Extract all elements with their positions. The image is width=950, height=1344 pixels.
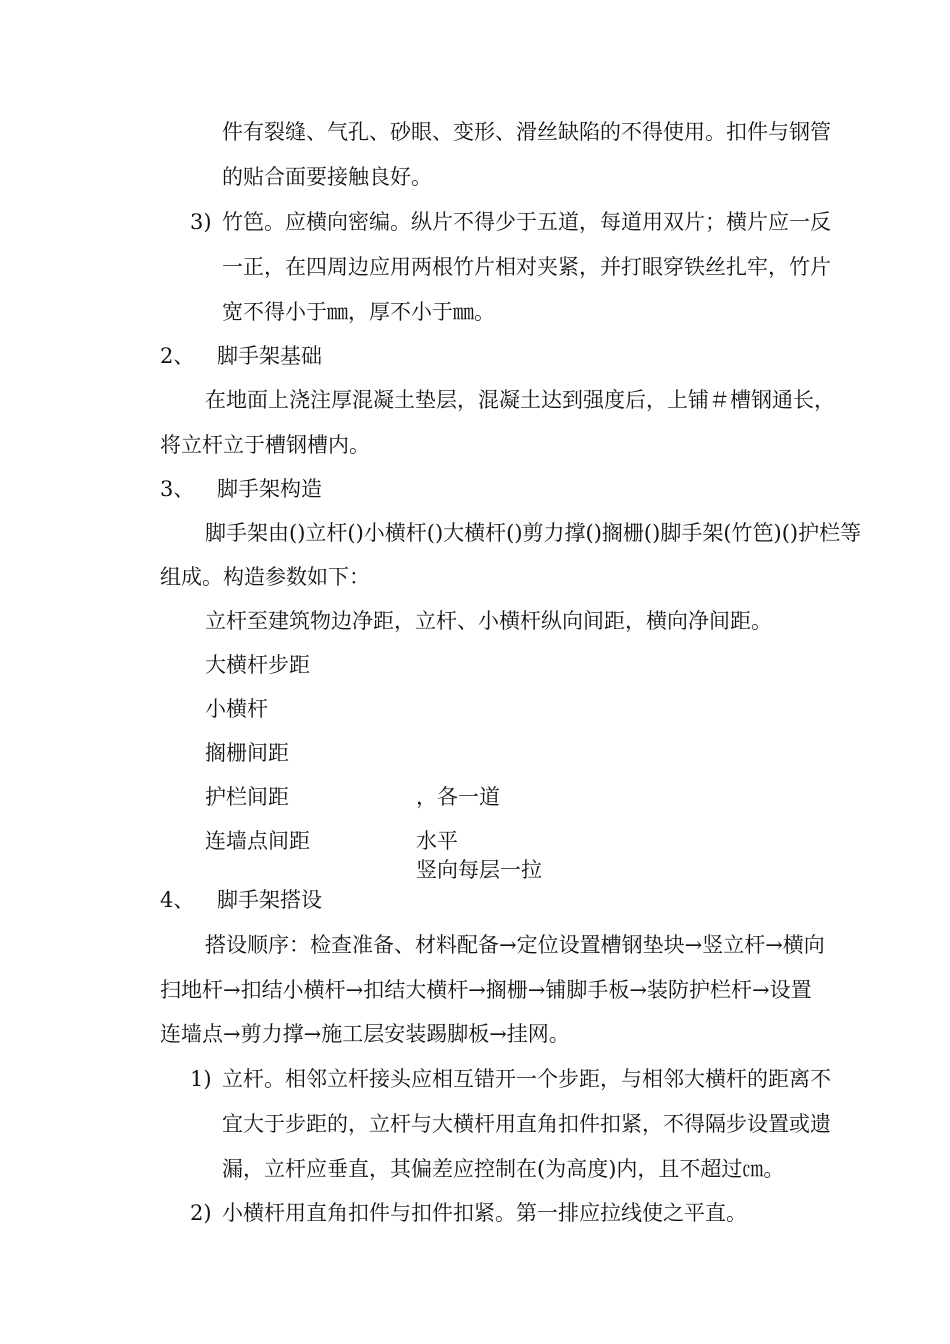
paragraph-line: 竹笆。应横向密编。纵片不得少于五道，每道用双片；横片应一反 [222,210,831,234]
paragraph-line: 漏，立杆应垂直，其偏差应控制在(为高度)内，且不超过㎝。 [222,1157,785,1181]
paragraph-line: 将立杆立于槽钢槽内。 [160,433,370,457]
param-value: 水平 [416,829,458,853]
param-label: 小横杆 [205,697,268,721]
section-title: 脚手架基础 [217,344,322,368]
paragraph-line: 连墙点→剪力撑→施工层安装踢脚板→挂网。 [160,1022,570,1046]
paragraph-line: 扫地杆→扣结小横杆→扣结大横杆→搁栅→铺脚手板→装防护栏杆→设置 [160,978,812,1002]
paragraph-line: 在地面上浇注厚混凝土垫层，混凝土达到强度后，上铺＃槽钢通长， [205,388,835,412]
param-value: ，各一道 [416,785,500,809]
paragraph-line: 组成。构造参数如下： [160,565,370,589]
param-label: 护栏间距 [205,785,289,809]
list-marker: 3) [190,210,212,234]
param-label: 搁栅间距 [205,741,289,765]
param-value: 竖向每层一拉 [416,858,542,882]
paragraph-line: 立杆至建筑物边净距，立杆、小横杆纵向间距，横向净间距。 [205,609,772,633]
section-number: 3、 [160,477,195,501]
paragraph-line: 件有裂缝、气孔、砂眼、变形、滑丝缺陷的不得使用。扣件与钢管 [222,120,831,144]
section-title: 脚手架构造 [217,477,322,501]
paragraph-line: 的贴合面要接触良好。 [222,165,432,189]
paragraph-line: 立杆。相邻立杆接头应相互错开一个步距，与相邻大横杆的距离不 [222,1067,831,1091]
paragraph-line: 脚手架由()立杆()小横杆()大横杆()剪力撑()搁栅()脚手架(竹笆)()护栏等 [205,521,862,545]
paragraph-line: 一正，在四周边应用两根竹片相对夹紧，并打眼穿铁丝扎牢，竹片 [222,255,831,279]
param-label: 连墙点间距 [205,829,310,853]
section-title: 脚手架搭设 [217,888,322,912]
section-number: 2、 [160,344,195,368]
section-number: 4、 [160,888,195,912]
paragraph-line: 宽不得小于㎜，厚不小于㎜。 [222,300,495,324]
list-marker: 2) [190,1201,212,1225]
paragraph-line: 小横杆用直角扣件与扣件扣紧。第一排应拉线使之平直。 [222,1201,747,1225]
list-marker: 1) [190,1067,212,1091]
param-label: 大横杆步距 [205,653,310,677]
paragraph-line: 宜大于步距的，立杆与大横杆用直角扣件扣紧，不得隔步设置或遗 [222,1112,831,1136]
paragraph-line: 搭设顺序：检查准备、材料配备→定位设置槽钢垫块→竖立杆→横向 [205,933,825,957]
